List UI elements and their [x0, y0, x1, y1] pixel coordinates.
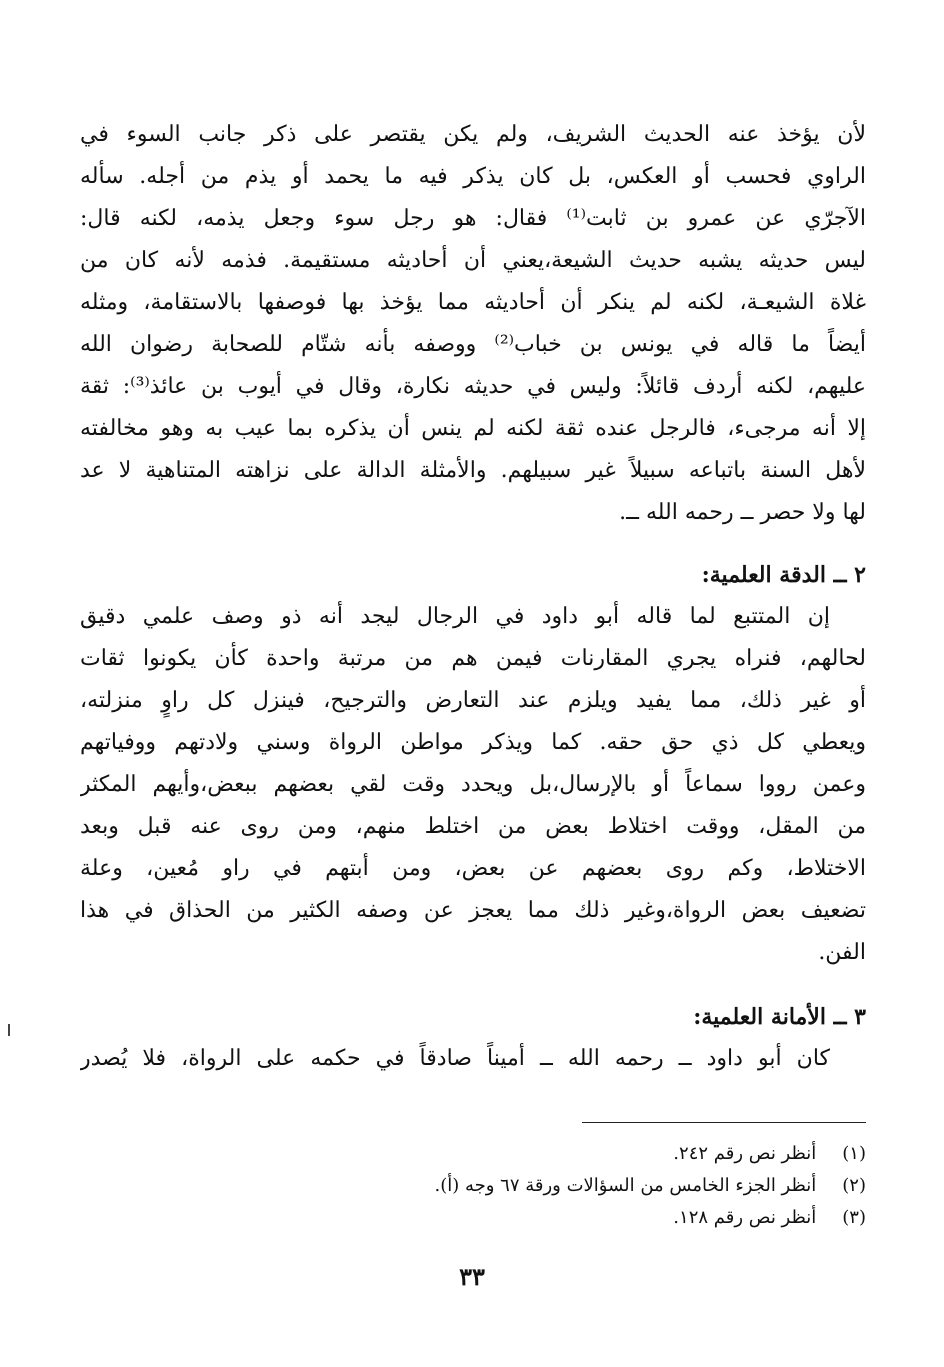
- section-heading-2: [80, 554, 866, 596]
- footnote-divider: [582, 1122, 866, 1123]
- text-line: الاختلاط، وكم روى بعضهم عن بعض، ومن أبتهم في راو مُعين، وعلة: [80, 856, 866, 881]
- footnote-item: [166, 1170, 866, 1202]
- paragraph-3: [80, 1038, 866, 1080]
- footnote-item: [166, 1202, 866, 1234]
- text-line: تضعيف بعض الرواة،وغير ذلك مما يعجز عن وصفه الكثير من الحذاق في هذا: [80, 898, 866, 923]
- section-heading-3: [80, 996, 866, 1038]
- section-title: ٢ ــ الدقة العلمية:: [701, 562, 866, 588]
- text-line: إن المتتبع لما قاله أبو داود في الرجال ليجد أنه ذو وصف علمي دقيق: [80, 604, 830, 629]
- paragraph-2: [80, 596, 866, 974]
- text-line: كان أبو داود ــ رحمه الله ــ أميناً صادقاً في حكمه على الرواة، فلا يُصدر: [80, 1046, 830, 1071]
- text-line: الراوي فحسب أو العكس، بل كان يذكر فيه ما يحمد أو يذم من أجله. سأله: [80, 164, 866, 189]
- text-line: من المقل، ووقت اختلاط بعض من اختلط منهم، ومن روى عنه قبل وبعد: [80, 814, 866, 839]
- footnote-text: أنظر نص رقم ٢٤٢.: [673, 1143, 817, 1164]
- text-line: لحالهم، فنراه يجري المقارنات فيمن هم من مرتبة واحدة كأن يكونوا ثقات: [80, 646, 866, 671]
- text-line: الفن.: [818, 940, 866, 965]
- text-line: لها ولا حصر ــ رحمه الله ــ.: [619, 500, 866, 525]
- page-number: ٣٣: [459, 1262, 485, 1291]
- text-line: لأهل السنة باتباعه سبيلاً غير سبيلهم. والأمثلة الدالة على نزاهته المتناهية لا عد: [80, 458, 866, 483]
- text-line: أيضاً ما قاله في يونس بن خباب⁽²⁾ ووصفه بأنه شتّام للصحابة رضوان الله: [80, 332, 866, 357]
- footnote-text: أنظر الجزء الخامس من السؤالات ورقة ٦٧ وجه (أ).: [434, 1175, 817, 1196]
- section-title: ٣ ــ الأمانة العلمية:: [693, 1004, 866, 1030]
- text-line: لأن يؤخذ عنه الحديث الشريف، ولم يكن يقتصر على ذكر جانب السوء في: [80, 122, 866, 147]
- footnote-number: (٣): [842, 1207, 866, 1228]
- text-line: وعمن رووا سماعاً أو بالإرسال،بل ويحدد وقت لقي بعضهم ببعض،وأيهم المكثر: [80, 772, 866, 797]
- scan-mark: [8, 1024, 10, 1036]
- text-line: الآجرّي عن عمرو بن ثابت⁽¹⁾ فقال: هو رجل سوء وجعل يذمه، لكنه قال:: [80, 206, 866, 231]
- text-line: عليهم، لكنه أردف قائلاً: وليس في حديثه نكارة، وقال في أيوب بن عائذ⁽³⁾: ثقة: [80, 374, 866, 399]
- text-line: ليس حديثه يشبه حديث الشيعة،يعني أن أحاديثه مستقيمة. فذمه لأنه كان من: [80, 248, 866, 273]
- text-line: أو غير ذلك، مما يفيد ويلزم عند التعارض والترجيح، فينزل كل راوٍ منزلته،: [80, 688, 866, 713]
- footnote-number: (٢): [842, 1175, 866, 1196]
- text-line: ويعطي كل ذي حق حقه. كما ويذكر مواطن الرواة وسني ولادتهم ووفياتهم: [80, 730, 866, 755]
- footnote-text: أنظر نص رقم ١٢٨.: [673, 1207, 817, 1228]
- text-line: غلاة الشيعـة، لكنه لم ينكر أن أحاديثه مما يؤخذ بها فوصفها بالاستقامة، ومثله: [80, 290, 866, 315]
- footnote-number: (١): [842, 1143, 866, 1164]
- paragraph-1: [80, 114, 866, 534]
- text-line: إلا أنه مرجىء، فالرجل عنده ثقة لكنه لم ينس أن يذكره بما عيب به وهو مخالفته: [80, 416, 866, 441]
- footnote-item: [166, 1138, 866, 1170]
- footnotes: [166, 1138, 866, 1234]
